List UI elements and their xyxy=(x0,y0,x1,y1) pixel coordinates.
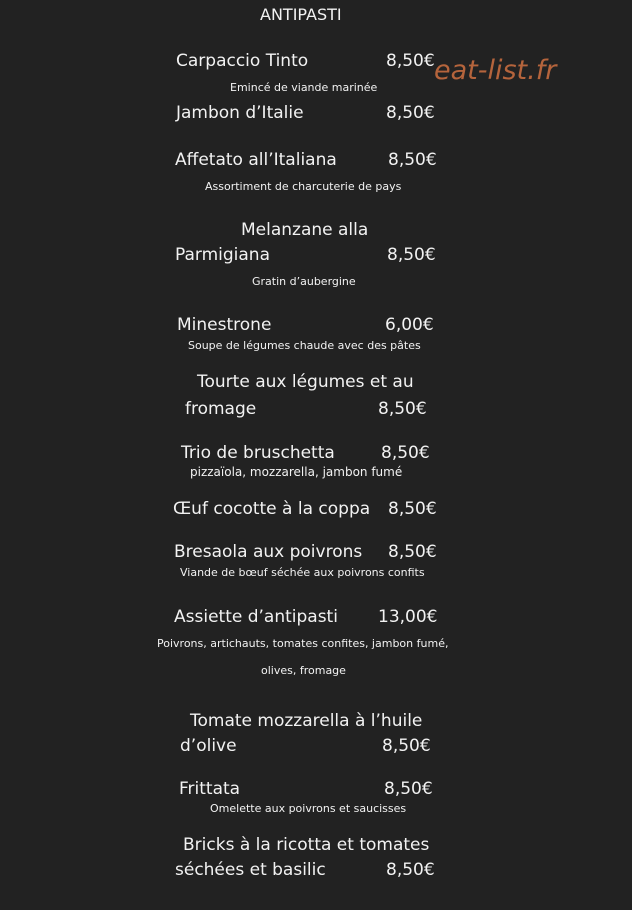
item-description: Gratin d’aubergine xyxy=(252,275,356,288)
item-price: 8,50€ xyxy=(382,736,431,756)
item-name-line1: Melanzane alla xyxy=(241,220,369,240)
item-price: 13,00€ xyxy=(378,607,438,627)
item-name-line1: Tomate mozzarella à l’huile xyxy=(190,711,423,731)
item-name: Carpaccio Tinto xyxy=(176,51,309,71)
item-description: Viande de bœuf séchée aux poivrons confits xyxy=(180,566,425,579)
item-name: Trio de bruschetta xyxy=(181,443,335,463)
item-description: Assortiment de charcuterie de pays xyxy=(205,180,402,193)
item-name: Minestrone xyxy=(177,315,272,335)
item-description-line2: olives, fromage xyxy=(261,664,346,677)
item-price: 8,50€ xyxy=(388,542,437,562)
item-price: 6,00€ xyxy=(385,315,434,335)
item-description: Soupe de légumes chaude avec des pâtes xyxy=(188,339,421,352)
item-name-line1: Bricks à la ricotta et tomates xyxy=(183,835,430,855)
item-description: Omelette aux poivrons et saucisses xyxy=(210,802,407,815)
item-name: Jambon d’Italie xyxy=(176,103,304,123)
item-name: Œuf cocotte à la coppa xyxy=(173,499,371,519)
item-price: 8,50€ xyxy=(386,860,435,880)
item-name-line2: d’olive xyxy=(180,736,237,756)
item-name-line2: Parmigiana xyxy=(175,245,271,265)
item-description-line1: Poivrons, artichauts, tomates confites, jambon fumé, xyxy=(157,637,449,650)
item-price: 8,50€ xyxy=(387,245,436,265)
item-description: pizzaïola, mozzarella, jambon fumé xyxy=(190,465,403,479)
item-name: Bresaola aux poivrons xyxy=(174,542,363,562)
item-price: 8,50€ xyxy=(388,150,437,170)
item-name: Assiette d’antipasti xyxy=(174,607,338,627)
item-name-line2: séchées et basilic xyxy=(175,860,326,880)
item-description: Emincé de viande marinée xyxy=(230,81,378,94)
item-name: Frittata xyxy=(179,779,241,799)
item-price: 8,50€ xyxy=(384,779,433,799)
item-price: 8,50€ xyxy=(386,103,435,123)
item-price: 8,50€ xyxy=(388,499,437,519)
item-price: 8,50€ xyxy=(386,51,435,71)
item-price: 8,50€ xyxy=(381,443,430,463)
item-name: Affetato all’Italiana xyxy=(175,150,337,170)
section-title: ANTIPASTI xyxy=(260,5,342,24)
item-price: 8,50€ xyxy=(378,399,427,419)
watermark-logo: eat-list.fr xyxy=(434,55,557,86)
item-name-line1: Tourte aux légumes et au xyxy=(197,372,414,392)
item-name-line2: fromage xyxy=(185,399,257,419)
